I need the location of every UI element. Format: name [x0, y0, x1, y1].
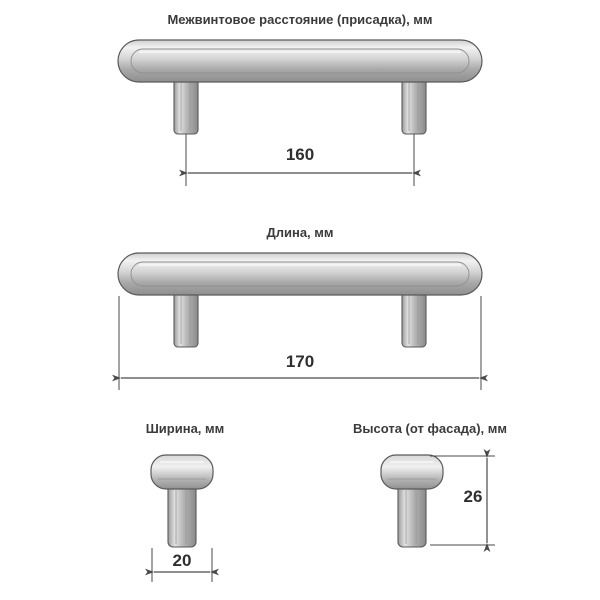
handle-bar-2	[118, 253, 482, 295]
caption-length: Длина, мм	[266, 225, 334, 240]
dimension-value-height: 26	[463, 487, 483, 506]
dimension-value-width: 20	[172, 551, 192, 570]
caption-width: Ширина, мм	[145, 421, 225, 436]
handle-bar-1	[118, 40, 482, 82]
handle-end-side	[381, 455, 443, 489]
handle-leg-side	[398, 482, 426, 547]
caption-height: Высота (от фасада), мм	[353, 421, 507, 436]
handle-leg-front	[168, 482, 196, 547]
dimension-value-length: 170	[285, 352, 315, 371]
caption-center-distance: Межвинтовое расстояние (присадка), мм	[167, 12, 433, 27]
dimension-value-center-distance: 160	[285, 145, 315, 164]
dimension-line-170	[119, 296, 481, 390]
handle-end-front	[151, 455, 213, 489]
